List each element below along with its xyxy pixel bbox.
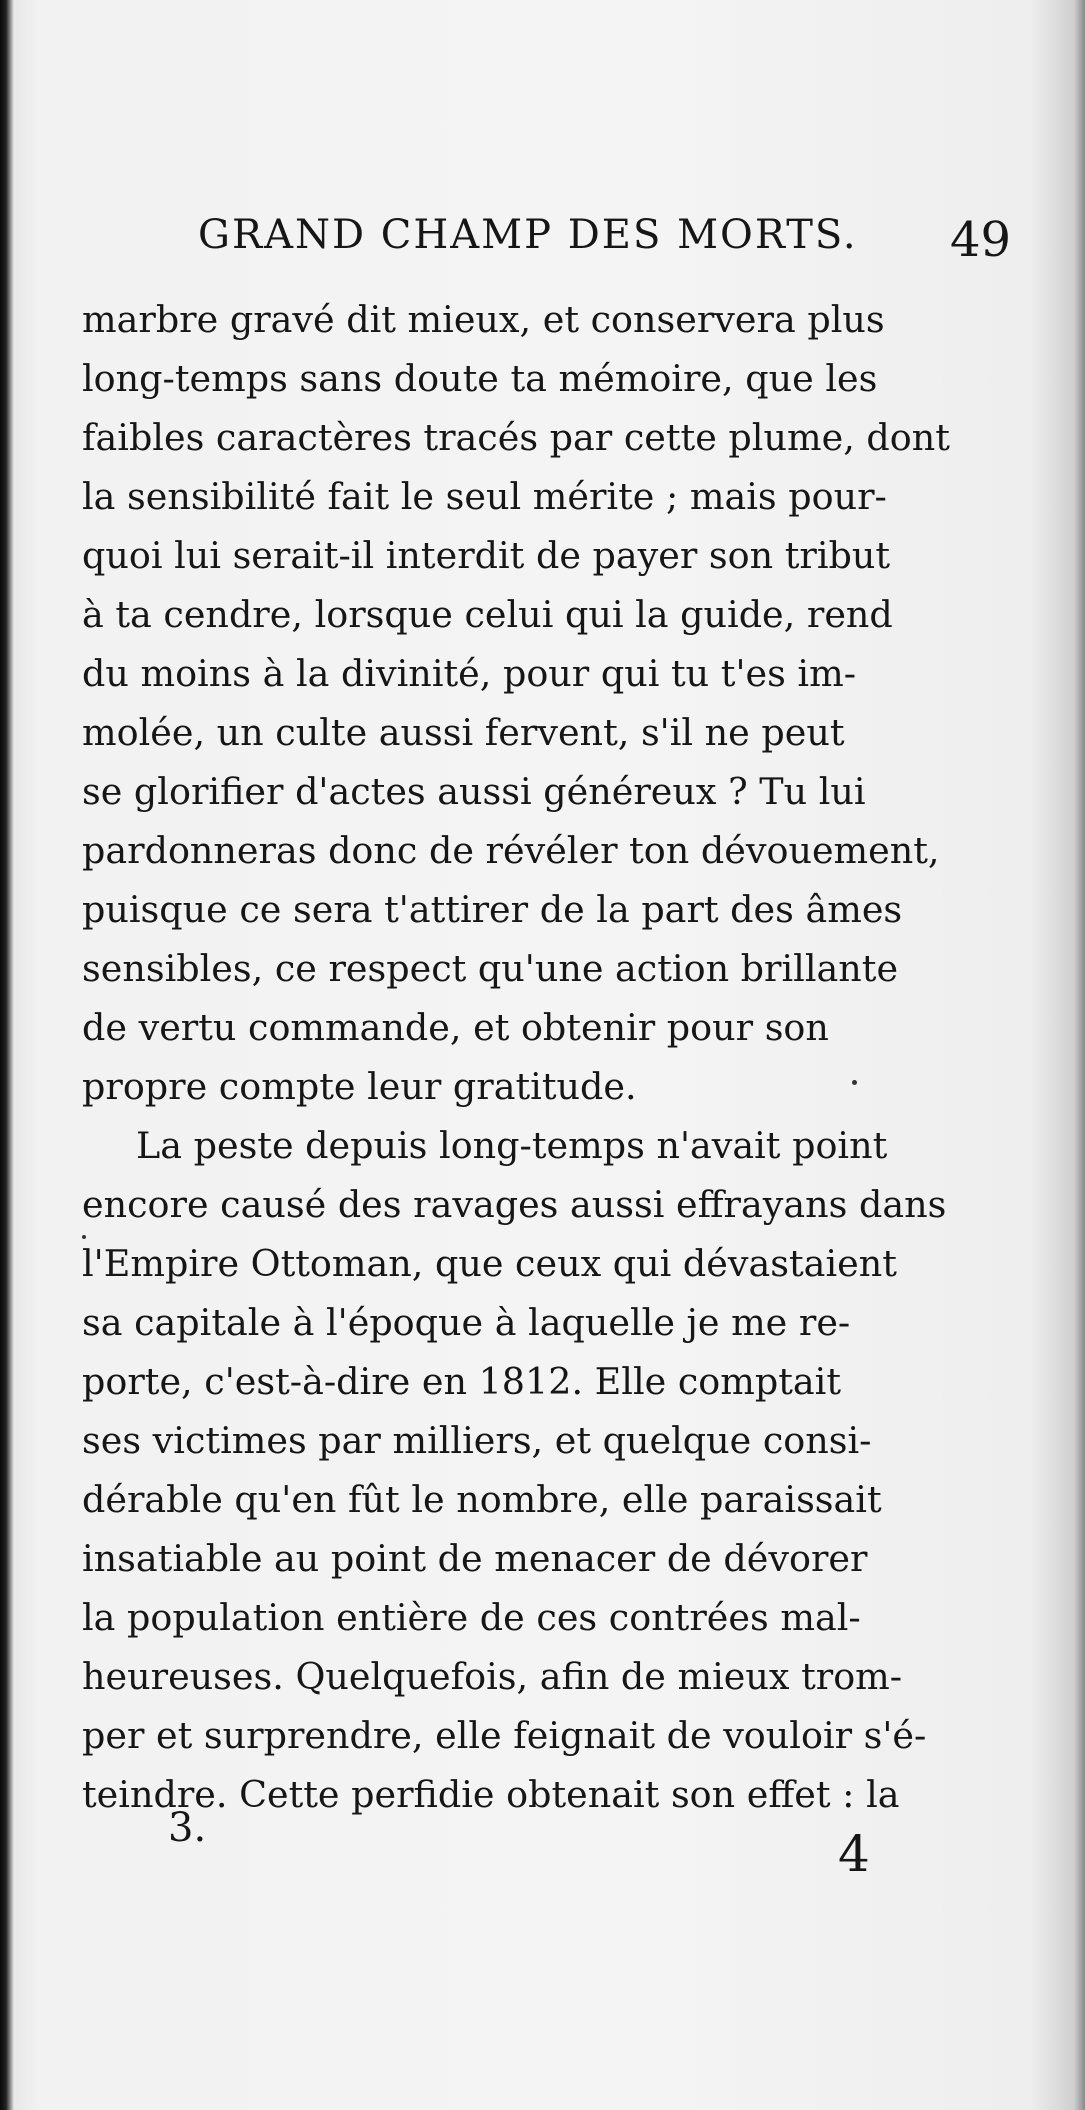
text-line: la sensibilité fait le seul mérite ; mais pour- [82,475,887,518]
text-line: ses victimes par milliers, et quelque consi- [82,1419,872,1462]
text-line: per et surprendre, elle feignait de vouloir s'é- [82,1714,927,1757]
signature-mark: 3. [168,1805,207,1851]
text-line: sa capitale à l'époque à laquelle je me re- [82,1301,851,1344]
ink-speck [852,1080,857,1085]
text-line: molée, un culte aussi fervent, s'il ne peut [82,711,845,754]
text-line: encore causé des ravages aussi effrayans dans [82,1183,947,1226]
text-line: dérable qu'en fût le nombre, elle paraissait [82,1478,882,1521]
text-line: l'Empire Ottoman, que ceux qui dévastaient [82,1242,897,1285]
text-line: long-temps sans doute ta mémoire, que les [82,357,878,400]
text-line: quoi lui serait-il interdit de payer son tribut [82,534,891,577]
text-line: de vertu commande, et obtenir pour son [82,1006,829,1049]
text-line: porte, c'est-à-dire en 1812. Elle comptait [82,1360,842,1403]
paragraph-first-line: La peste depuis long-temps n'avait point [136,1124,888,1167]
text-line: pardonneras donc de révéler ton dévouement, [82,829,940,872]
text-line: marbre gravé dit mieux, et conservera plus [82,298,885,341]
text-line: puisque ce sera t'attirer de la part des âmes [82,888,903,931]
text-line: teindre. Cette perfidie obtenait son effet : la [82,1773,900,1816]
text-line: propre compte leur gratitude. [82,1065,637,1108]
catchword: 4 [838,1825,870,1883]
ink-speck [82,1235,86,1239]
text-line: se glorifier d'actes aussi généreux ? Tu lui [82,770,866,813]
text-line: à ta cendre, lorsque celui qui la guide, rend [82,593,893,636]
text-line: heureuses. Quelquefois, afin de mieux trom- [82,1655,903,1698]
text-line: du moins à la divinité, pour qui tu t'es im- [82,652,857,695]
text-line: insatiable au point de menacer de dévorer [82,1537,868,1580]
running-title: GRAND CHAMP DES MORTS. [198,212,858,258]
page-number: 49 [950,212,1012,268]
text-line: faibles caractères tracés par cette plume, dont [82,416,950,459]
text-line: la population entière de ces contrées mal- [82,1596,861,1639]
text-line: sensibles, ce respect qu'une action brillante [82,947,899,990]
